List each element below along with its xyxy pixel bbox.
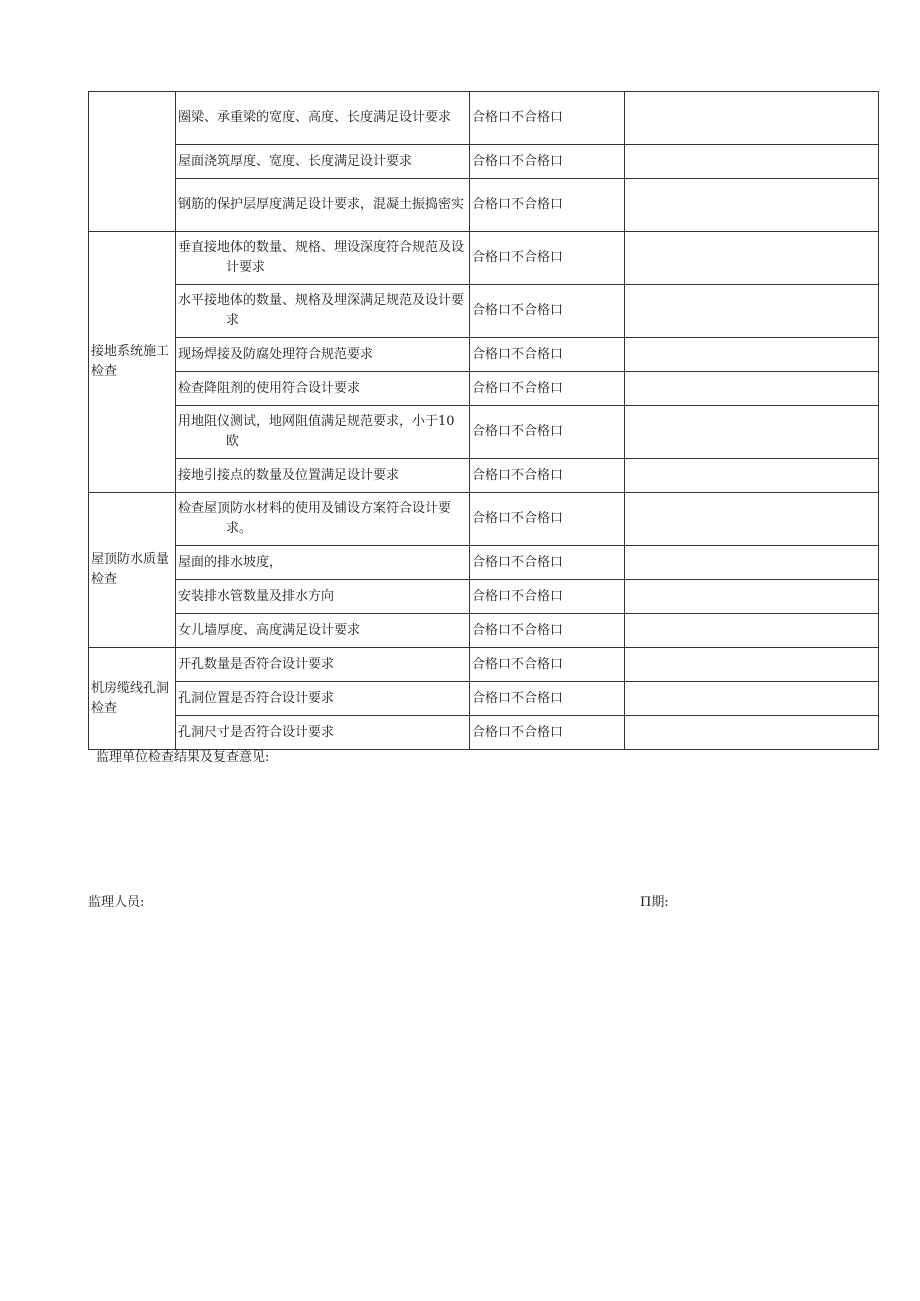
table-row <box>89 179 879 232</box>
table-row <box>89 648 879 682</box>
note-cell[interactable] <box>625 493 879 546</box>
table-row <box>89 92 879 145</box>
result-checkbox-pair[interactable]: 合格口不合格口 <box>470 682 625 716</box>
check-item-text: 屋面浇筑厚度、宽度、长度满足设计要求 <box>178 153 413 169</box>
check-item <box>176 716 470 750</box>
table-row <box>89 145 879 179</box>
check-item-text: 屋面的排水坡度， <box>178 554 283 570</box>
check-item <box>176 92 470 145</box>
table-row <box>89 338 879 372</box>
check-item-text: 安装排水管数量及排水方向 <box>178 588 335 604</box>
note-cell[interactable] <box>625 338 879 372</box>
check-item <box>176 406 470 459</box>
group-cell-grounding: 接地系统施工检查 <box>89 232 176 493</box>
inspection-table <box>88 91 879 750</box>
check-item <box>176 145 470 179</box>
result-checkbox-pair[interactable]: 合格口不合格口 <box>470 648 625 682</box>
note-cell[interactable] <box>625 406 879 459</box>
date-label: Π期: <box>640 895 669 910</box>
check-item <box>176 682 470 716</box>
result-checkbox-pair[interactable]: 合格口不合格口 <box>470 92 625 145</box>
result-checkbox-pair[interactable]: 合格口不合格口 <box>470 716 625 750</box>
table-row <box>89 493 879 546</box>
review-opinion-label: 监理单位检查结果及复查意见: <box>96 750 270 765</box>
result-checkbox-pair[interactable]: 合格口不合格口 <box>470 372 625 406</box>
table-row <box>89 546 879 580</box>
note-cell[interactable] <box>625 648 879 682</box>
table-row <box>89 459 879 493</box>
table-row <box>89 232 879 285</box>
table-row <box>89 580 879 614</box>
result-checkbox-pair[interactable]: 合格口不合格口 <box>470 179 625 232</box>
check-item-text: 女儿墙厚度、高度满足设计要求 <box>178 622 361 638</box>
result-checkbox-pair[interactable]: 合格口不合格口 <box>470 232 625 285</box>
group-cell <box>89 92 176 232</box>
note-cell[interactable] <box>625 179 879 232</box>
note-cell[interactable] <box>625 716 879 750</box>
check-item-text: 开孔数量是否符合设计要求 <box>178 656 335 672</box>
check-item-text: 检查屋顶防水材料的使用及铺设方案符合设计要求。 <box>178 501 452 536</box>
check-item-text: 水平接地体的数量、规格及埋深满足规范及设计要求 <box>178 293 465 328</box>
check-item-text: 接地引接点的数量及位置满足设计要求 <box>178 467 400 483</box>
result-checkbox-pair[interactable]: 合格口不合格口 <box>470 493 625 546</box>
note-cell[interactable] <box>625 459 879 493</box>
table-row <box>89 372 879 406</box>
result-checkbox-pair[interactable]: 合格口不合格口 <box>470 406 625 459</box>
check-item-text: 检查降阻剂的使用符合设计要求 <box>178 380 361 396</box>
supervisor-label: 监理人员: <box>88 895 145 910</box>
check-item-text: 孔洞位置是否符合设计要求 <box>178 690 335 706</box>
note-cell[interactable] <box>625 232 879 285</box>
check-item <box>176 614 470 648</box>
note-cell[interactable] <box>625 92 879 145</box>
check-item-text: 现场焊接及防腐处理符合规范要求 <box>178 346 374 362</box>
result-checkbox-pair[interactable]: 合格口不合格口 <box>470 459 625 493</box>
check-item <box>176 546 470 580</box>
group-cell-cable-holes: 机房缆线孔洞检查 <box>89 648 176 750</box>
note-cell[interactable] <box>625 546 879 580</box>
note-cell[interactable] <box>625 145 879 179</box>
check-item <box>176 459 470 493</box>
result-checkbox-pair[interactable]: 合格口不合格口 <box>470 546 625 580</box>
result-checkbox-pair[interactable]: 合格口不合格口 <box>470 145 625 179</box>
note-cell[interactable] <box>625 580 879 614</box>
group-cell-roof-waterproof: 屋顶防水质量检查 <box>89 493 176 648</box>
table-row <box>89 716 879 750</box>
check-item-text: 钢筋的保护层厚度满足设计要求，混凝土振捣密实 <box>178 197 465 212</box>
table-row <box>89 614 879 648</box>
check-item <box>176 648 470 682</box>
check-item-text: 垂直接地体的数量、规格、埋设深度符合规范及设计要求 <box>178 240 465 275</box>
note-cell[interactable] <box>625 614 879 648</box>
note-cell[interactable] <box>625 285 879 338</box>
result-checkbox-pair[interactable]: 合格口不合格口 <box>470 285 625 338</box>
check-item <box>176 372 470 406</box>
check-item <box>176 232 470 285</box>
result-checkbox-pair[interactable]: 合格口不合格口 <box>470 614 625 648</box>
result-checkbox-pair[interactable]: 合格口不合格口 <box>470 580 625 614</box>
check-item <box>176 493 470 546</box>
check-item <box>176 285 470 338</box>
note-cell[interactable] <box>625 372 879 406</box>
table-row <box>89 682 879 716</box>
check-item <box>176 179 470 232</box>
check-item-text: 圈梁、承重梁的宽度、高度、长度满足设计要求 <box>178 110 452 125</box>
check-item <box>176 580 470 614</box>
result-checkbox-pair[interactable]: 合格口不合格口 <box>470 338 625 372</box>
check-item-text: 孔洞尺寸是否符合设计要求 <box>178 724 335 740</box>
table-row <box>89 285 879 338</box>
table-row <box>89 406 879 459</box>
note-cell[interactable] <box>625 682 879 716</box>
check-item-text: 用地阻仪测试，地网阻值满足规范要求，小于10欧 <box>178 414 455 449</box>
check-item <box>176 338 470 372</box>
